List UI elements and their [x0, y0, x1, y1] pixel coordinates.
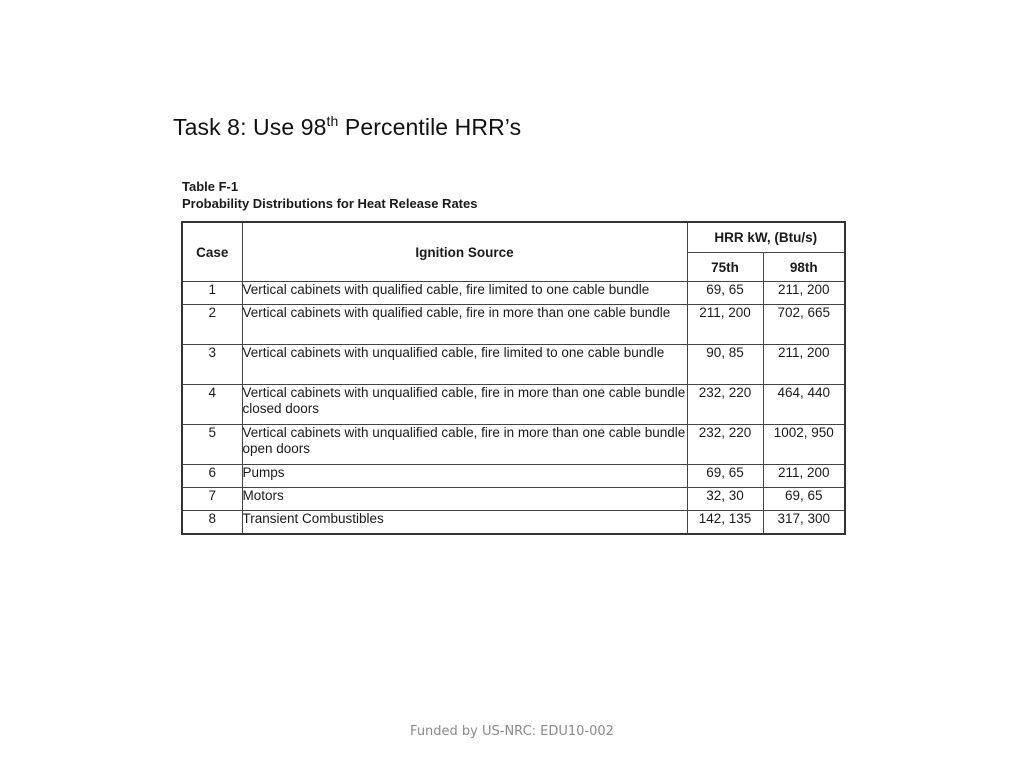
cell-source: Vertical cabinets with unqualified cable, fire limited to one cable bundle [242, 345, 687, 385]
table-caption [182, 178, 477, 212]
table-header [182, 222, 845, 282]
cell-98th: 211, 200 [763, 282, 845, 305]
cell-case: 6 [182, 465, 242, 488]
cell-source: Motors [242, 488, 687, 511]
table-row [182, 345, 845, 385]
cell-75th: 232, 220 [687, 425, 763, 465]
cell-case: 2 [182, 305, 242, 345]
cell-case: 7 [182, 488, 242, 511]
table-label: Table F-1 [182, 179, 239, 194]
title-prefix: Task 8: Use 98 [173, 114, 327, 140]
header-75th: 75th [687, 253, 763, 282]
title-superscript: th [326, 113, 339, 129]
cell-98th: 464, 440 [763, 385, 845, 425]
header-hrr-group: HRR kW, (Btu/s) [687, 222, 845, 253]
footer-funding-note: Funded by US-NRC: EDU10-002 [410, 724, 614, 739]
cell-source: Transient Combustibles [242, 511, 687, 535]
table-row [182, 425, 845, 465]
cell-75th: 90, 85 [687, 345, 763, 385]
cell-75th: 232, 220 [687, 385, 763, 425]
cell-98th: 702, 665 [763, 305, 845, 345]
slide-title [173, 114, 521, 141]
table-row [182, 465, 845, 488]
cell-98th: 69, 65 [763, 488, 845, 511]
cell-75th: 69, 65 [687, 465, 763, 488]
table-body [182, 282, 845, 535]
cell-source: Pumps [242, 465, 687, 488]
header-case: Case [182, 222, 242, 282]
hrr-table [181, 221, 846, 535]
header-98th: 98th [763, 253, 845, 282]
cell-case: 4 [182, 385, 242, 425]
cell-98th: 317, 300 [763, 511, 845, 535]
table-row [182, 305, 845, 345]
table-row [182, 282, 845, 305]
cell-75th: 32, 30 [687, 488, 763, 511]
header-ignition-source: Ignition Source [242, 222, 687, 282]
table-row [182, 385, 845, 425]
cell-75th: 69, 65 [687, 282, 763, 305]
cell-98th: 211, 200 [763, 465, 845, 488]
cell-case: 1 [182, 282, 242, 305]
cell-75th: 211, 200 [687, 305, 763, 345]
cell-case: 3 [182, 345, 242, 385]
cell-source: Vertical cabinets with qualified cable, fire in more than one cable bundle [242, 305, 687, 345]
cell-75th: 142, 135 [687, 511, 763, 535]
table-row [182, 488, 845, 511]
table-row [182, 511, 845, 535]
cell-98th: 1002, 950 [763, 425, 845, 465]
cell-source: Vertical cabinets with unqualified cable, fire in more than one cable bundle open doors [242, 425, 687, 465]
cell-98th: 211, 200 [763, 345, 845, 385]
cell-source: Vertical cabinets with qualified cable, fire limited to one cable bundle [242, 282, 687, 305]
cell-case: 8 [182, 511, 242, 535]
cell-case: 5 [182, 425, 242, 465]
title-suffix: Percentile HRR’s [338, 114, 522, 140]
table-caption-text: Probability Distributions for Heat Release Rates [182, 196, 478, 211]
cell-source: Vertical cabinets with unqualified cable, fire in more than one cable bundle closed doors [242, 385, 687, 425]
